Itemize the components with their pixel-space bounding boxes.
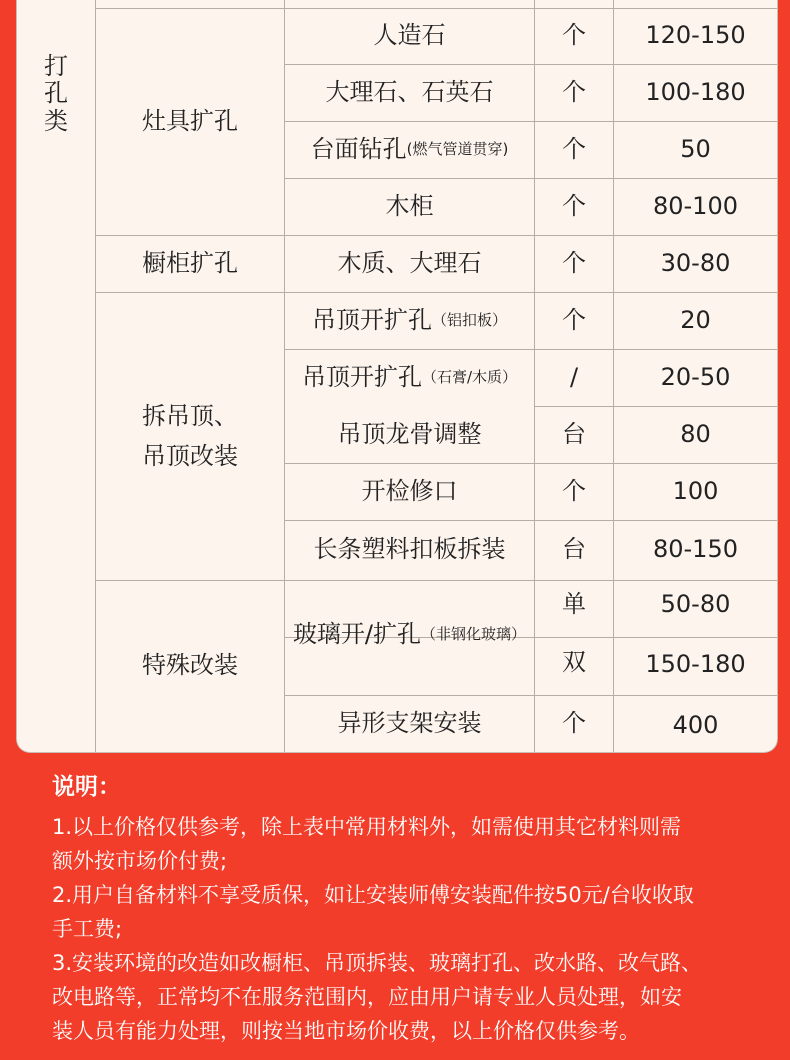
row-unit: 个	[562, 134, 586, 163]
row-unit: 个	[562, 305, 586, 334]
note-line: 额外按市场价付费;	[52, 849, 228, 873]
row-unit: 个	[562, 708, 586, 737]
row-price: 80-100	[652, 191, 738, 220]
row-unit: 个	[562, 476, 586, 505]
note-line: 装人员有能力处理，则按当地市场价收费，以上价格仅供参考。	[52, 1019, 640, 1043]
group-cabinet: 橱柜扩孔	[142, 248, 238, 277]
row-price: 30-80	[660, 248, 731, 277]
row-price: 400	[672, 711, 719, 740]
row-item: 台面钻孔 (燃气管道贯穿)	[310, 134, 509, 163]
note-line: 1.以上价格仅供参考，除上表中常用材料外，如需使用其它材料则需	[52, 815, 682, 839]
row-item: 大理石、石英石	[325, 77, 494, 106]
category-label: 打 孔 类	[44, 51, 68, 135]
row-price: 20	[680, 305, 711, 334]
row-item: 木柜	[385, 191, 434, 220]
row-item: 吊顶龙骨调整	[337, 419, 482, 448]
row-item: 吊顶开扩孔 （铝扣板）	[311, 305, 507, 334]
row-price: 80-150	[652, 535, 738, 564]
row-item: 吊顶开扩孔 （石膏/木质）	[301, 362, 518, 391]
row-unit: 个	[562, 21, 586, 50]
row-item: 异形支架安装	[337, 708, 482, 737]
group-ceiling: 拆吊顶、 吊顶改装	[142, 402, 238, 470]
row-item: 玻璃开/扩孔 （非钢化玻璃）	[292, 620, 527, 649]
row-price: 150-180	[645, 649, 746, 678]
row-price: 120-150	[645, 21, 746, 50]
group-stove: 灶具扩孔	[142, 106, 238, 135]
row-unit: 个	[562, 77, 586, 106]
note-line: 改电路等，正常均不在服务范围内，应由用户请专业人员处理，如安	[52, 985, 682, 1009]
row-unit: 个	[562, 248, 586, 277]
row-price: 20-50	[660, 362, 731, 391]
row-item: 木质、大理石	[337, 248, 482, 277]
row-unit: 台	[562, 535, 586, 564]
group-special: 特殊改装	[142, 651, 238, 680]
row-unit: /	[569, 362, 579, 391]
note-line: 2.用户自备材料不享受质保，如让安装师傅安装配件按50元/台收收取	[52, 883, 694, 907]
row-unit: 台	[562, 419, 586, 448]
row-price: 50	[680, 134, 711, 163]
row-price: 50-80	[660, 590, 731, 619]
row-item: 长条塑料扣板拆装	[313, 535, 506, 564]
row-unit: 双	[562, 648, 586, 677]
row-unit: 单	[562, 590, 586, 619]
note-line: 3.安装环境的改造如改橱柜、吊顶拆装、玻璃打孔、改水路、改气路、	[52, 951, 703, 975]
notes-section	[52, 770, 762, 1048]
row-item: 人造石	[373, 21, 446, 50]
price-table	[16, 0, 778, 753]
row-price: 80	[680, 419, 711, 448]
row-item: 开检修口	[361, 476, 458, 505]
row-price: 100	[672, 476, 719, 505]
row-unit: 个	[562, 191, 586, 220]
row-price: 100-180	[645, 77, 746, 106]
note-line: 手工费;	[52, 917, 123, 941]
notes-title: 说明：	[52, 774, 121, 800]
